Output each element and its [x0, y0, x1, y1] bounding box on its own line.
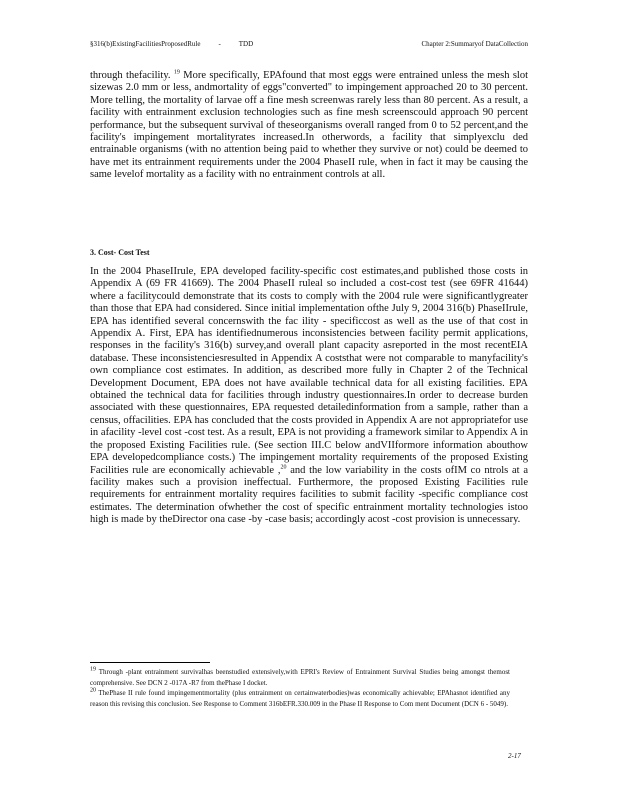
footnote-text-19: Through -plant entrainment survivalhas beenstudied extensively,with EPRI's Review of Entrainment Survival Studies being amongst themost comprehensive. See DCN 2 -017A -R7 from thePhase I docket.	[90, 668, 510, 687]
header-separator: -	[218, 40, 221, 48]
footnote-divider	[90, 662, 210, 663]
footnote-19	[90, 667, 510, 688]
section-text-start: In the 2004 PhaseIIrule, EPA developed facility-specific cost estimates,and published those costs in Appendix A (69 FR 41669). The 2004 PhaseII ruleal so included a cost-cost test (see 69FR 41644) where a facilitycould demonstrate that its costs to comply with the 2004 rule were significantlygreater than those that EPA had considered. Since initial implementation ofthe July 9, 2004 316(b) PhaseIIrule, EPA has identified several concernswith the fac ility - specificcost as well as the use of that cost in Appendix A. First, EPA has identifiednumerous inconsistencies between facility permit applications, responses in the facility's 316(b) survey,and overall plant capacity asreported in the most recentEIA database. These inconsistenciesresulted in Appendix A coststhat were not comparable to manyfacility's own compliance cost estimates. In addition, as described more fully in Chapter 2 of the Technical Development Document, EPA does not have available technical data for all existing facilities. EPA obtained the technical data for facilities through industry questionnaires.In order to decrease burden associated with these questionnaires, EPA requested detailedinformation from a sample, rather than a census, offacilities. EPA has concluded that the costs provided in Appendix A are not appropriatefor use in afacility -level cost -cost test. As a result, EPA is not providing a framework similar to Appendix A in the proposed Existing Facilities rule. (See section III.C below andVIIformore information abouthow EPA developedcompliance costs.) The impingement mortality requirements of the proposed Existing Facilities rule are economically achievable ,	[90, 266, 528, 476]
intro-paragraph-block	[90, 70, 528, 182]
intro-text-end: More specifically, EPAfound that most eggs were entrained unless the mesh slot sizewas 2.0 mm or less, andmortality of eggs"converted" to impingement approached 20 to 30 percent. More telling, the mortality of larvae off a fine mesh screenwas rarely less than 80 percent. As a result, a facility with entrainment exclusion technologies such as fine mesh screenscould approach 90 percent performance, but the subsequent survival of theseorganisms overall ranged from 0 to 52 percent,and the facility's impingement mortalityrates increased.In otherwords, a facility that simplyexclu ded entrainable organisms (with no attention being paid to whether they survive or not) could be deemed to have met its entrainment requirements under the 2004 PhaseII rule, when in fact it may be causing the same levelof mortality as a facility with no entrainment controls at all.	[90, 70, 528, 181]
footnote-ref-19[interactable]: 19	[173, 69, 180, 76]
intro-paragraph	[90, 70, 528, 182]
header-rule-title: §316(b)ExistingFacilitiesProposedRule	[90, 40, 201, 48]
section-paragraph-block	[90, 266, 528, 527]
section-heading: 3. Cost- Cost Test	[90, 248, 150, 257]
header-left-group	[90, 40, 253, 48]
running-header	[90, 40, 528, 48]
footnote-20	[90, 688, 510, 709]
page-number: 2-17	[508, 752, 521, 760]
footnote-mark-20: 20	[90, 687, 96, 694]
header-right-group	[421, 40, 528, 48]
header-doc-code: TDD	[238, 40, 254, 48]
footnote-mark-19: 19	[90, 666, 96, 673]
intro-text-start: through thefacility.	[90, 70, 174, 81]
header-chapter: Chapter 2:Summaryof DataCollection	[421, 40, 528, 48]
footnote-ref-20[interactable]: 20	[280, 464, 287, 470]
footnote-text-20: ThePhase II rule found impingementmortality (plus entrainment on certainwaterbodies)was economically achievable; EPAhasnot identified any reason this revising this conclusion. See Response to Comment 316bEFR.330.009 in the Phase II Response to Com ment Document (DCN 6 - 5049).	[90, 689, 510, 708]
section-text-end: and the low variability in the costs ofIM co ntrols at a facility makes such a provision ineffectual. Furthermore, the proposed Existing Facilities rule requirements for entrainment mortality requires facilities to submit facility -specific compliance cost estimates. The determination ofwhether the cost of specific entrainment mortality technologies istoo high is made by theDirector ona case -by -case basis; accordingly acost -cost provision is unnecessary.	[90, 464, 528, 526]
footnotes	[90, 667, 510, 709]
section-paragraph	[90, 266, 528, 527]
